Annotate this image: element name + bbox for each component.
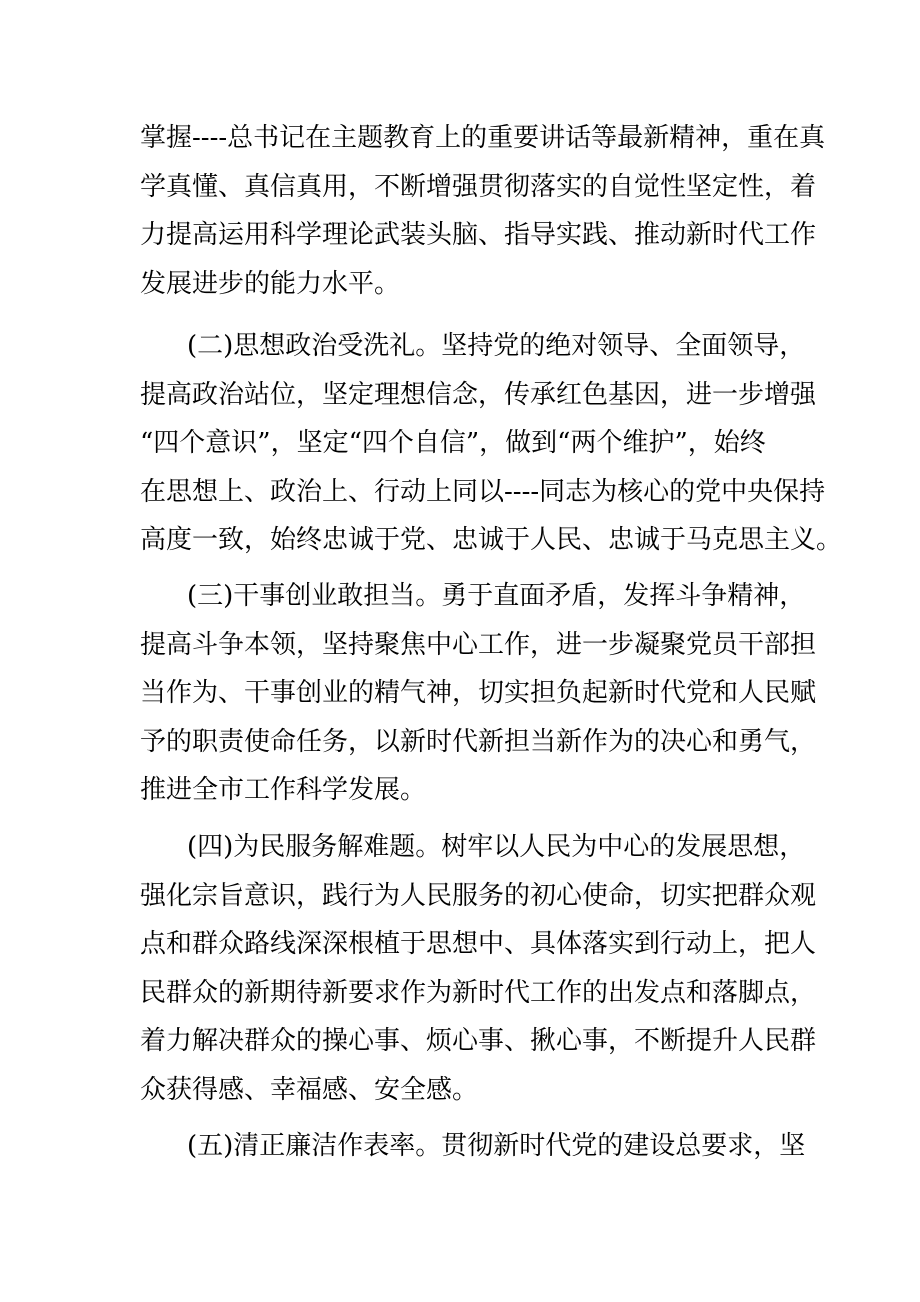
text-line: 在思想上、政治上、行动上同以----同志为核心的党中央保持 (140, 476, 826, 507)
text-line: 力提高运用科学理论武装头脑、指导实践、推动新时代工作 (140, 220, 817, 250)
paragraph-first-line: (四)为民服务解难题。树牢以人民为中心的发展思想， (187, 832, 806, 862)
text-line: 发展进步的能力水平。 (140, 268, 401, 299)
text-line: “四个意识”，坚定“四个自信”，做到“两个维护”，始终 (140, 428, 766, 458)
paragraph-3-responsibility (140, 572, 817, 815)
text-line: 提高政治站位，坚定理想信念，传承红色基因，进一步增强 (140, 379, 817, 410)
text-line: 着力解决群众的操心事、烦心事、揪心事，不断提升人民群 (140, 1026, 817, 1056)
paragraph-1 (140, 114, 826, 308)
text-line: 予的职责使命任务，以新时代新担当新作为的决心和勇气， (140, 726, 817, 757)
text-line: 提高斗争本领，坚持聚焦中心工作，进一步凝聚党员干部担 (140, 629, 817, 660)
paragraph-first-line: (二)思想政治受洗礼。坚持党的绝对领导、全面领导， (187, 331, 806, 361)
text-line: 强化宗旨意识，践行为人民服务的初心使命，切实把群众观 (140, 880, 817, 911)
text-line: 当作为、干事创业的精气神，切实担负起新时代党和人民赋 (140, 678, 817, 708)
paragraph-5-integrity (140, 1122, 806, 1171)
text-line: 推进全市工作科学发展。 (140, 775, 427, 805)
text-line: 民群众的新期待新要求作为新时代工作的出发点和落脚点， (140, 977, 817, 1008)
text-line: 点和群众路线深深根植于思想中、具体落实到行动上，把人 (140, 929, 817, 959)
paragraph-first-line: (五)清正廉洁作表率。贯彻新时代党的建设总要求，坚 (187, 1131, 806, 1161)
text-line: 众获得感、幸福感、安全感。 (140, 1074, 479, 1105)
paragraph-4-service (140, 823, 817, 1114)
paragraph-2-ideology (140, 322, 843, 565)
paragraph-first-line: (三)干事创业敢担当。勇于直面矛盾，发挥斗争精神， (187, 581, 806, 611)
text-line: 掌握----总书记在主题教育上的重要讲话等最新精神，重在真 (140, 123, 826, 153)
text-line: 高度一致，始终忠诚于党、忠诚于人民、忠诚于马克思主义。 (140, 525, 843, 555)
text-line: 学真懂、真信真用，不断增强贯彻落实的自觉性坚定性，着 (140, 171, 817, 202)
